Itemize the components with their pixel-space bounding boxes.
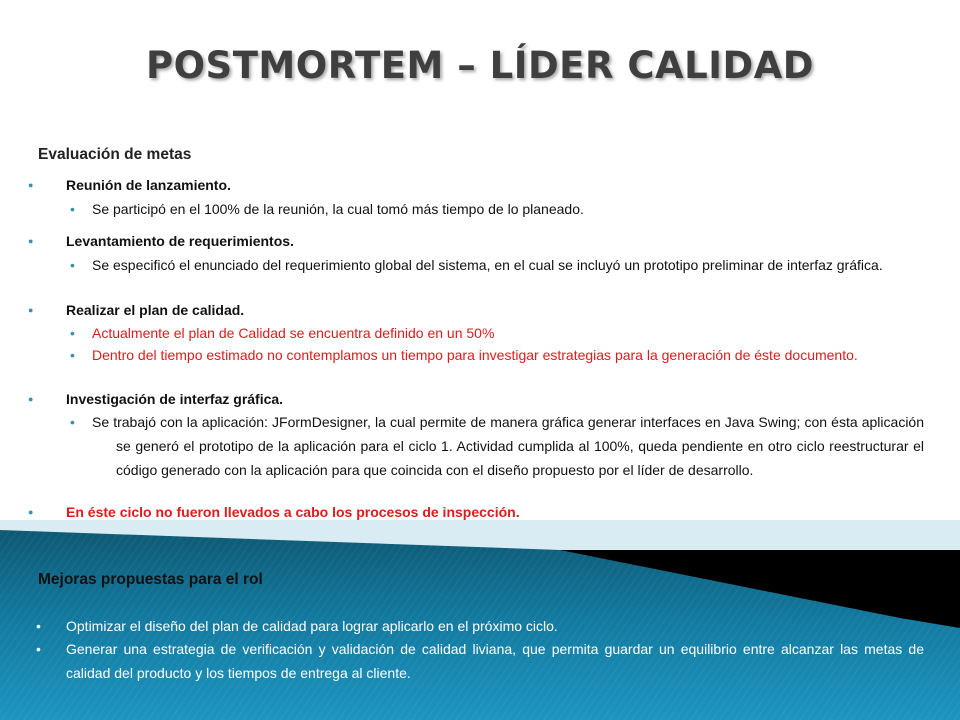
bullet-icon: •	[36, 641, 41, 657]
bullet-icon: ●	[28, 394, 34, 404]
bullet-icon: ●	[28, 180, 34, 190]
list-item: • Se participó en el 100% de la reunión, la cual tomó más tiempo de lo planeado.	[92, 197, 924, 221]
list-item: ● En éste ciclo no fueron llevados a cabo los procesos de inspección.	[38, 500, 918, 524]
bullet-icon: •	[70, 347, 75, 363]
list-item: ● Reunión de lanzamiento.	[38, 173, 918, 197]
list-item: • Generar una estrategia de verificación y validación de calidad liviana, que permita guardar un equilibrio entre alcanzar las metas de calidad del producto y los tiempos de entrega al cliente.	[38, 637, 924, 685]
section-heading-evaluacion: Evaluación de metas	[38, 146, 192, 163]
list-item: ● Realizar el plan de calidad.	[38, 298, 918, 322]
bullet-icon: ●	[28, 305, 34, 315]
list-item: • Optimizar el diseño del plan de calidad para lograr aplicarlo en el próximo ciclo.	[38, 614, 924, 638]
bullet-icon: •	[36, 618, 41, 634]
bullet-icon: •	[70, 257, 75, 273]
bullet-icon: •	[70, 201, 75, 217]
list-item: • Dentro del tiempo estimado no contemplamos un tiempo para investigar estrategias para la generación de éste documento.	[92, 343, 924, 367]
list-item: ● Levantamiento de requerimientos.	[38, 229, 918, 253]
page-title: POSTMORTEM – LÍDER CALIDAD	[145, 44, 815, 87]
list-item: ● Investigación de interfaz gráfica.	[38, 387, 918, 411]
list-item: • Actualmente el plan de Calidad se encuentra definido en un 50%	[92, 321, 924, 345]
bullet-icon: ●	[28, 236, 34, 246]
bullet-icon: ●	[28, 507, 34, 517]
list-item: • Se especificó el enunciado del requerimiento global del sistema, en el cual se incluyó un prototipo preliminar de interfaz gráfica.	[92, 253, 924, 277]
section-heading-mejoras: Mejoras propuestas para el rol	[38, 571, 263, 588]
bullet-icon: •	[70, 325, 75, 341]
bullet-icon: •	[70, 414, 75, 430]
list-item: • Se trabajó con la aplicación: JFormDesigner, la cual permite de manera gráfica generar interfaces en Java Swing; con ésta aplicación se generó el prototipo de la aplicación para el ciclo 1. Actividad cumplida al 100%, queda pendiente en otro ciclo reestructurar el código generado con la aplicación para que coincida con el diseño propuesto por el líder de desarrollo.	[92, 410, 924, 482]
